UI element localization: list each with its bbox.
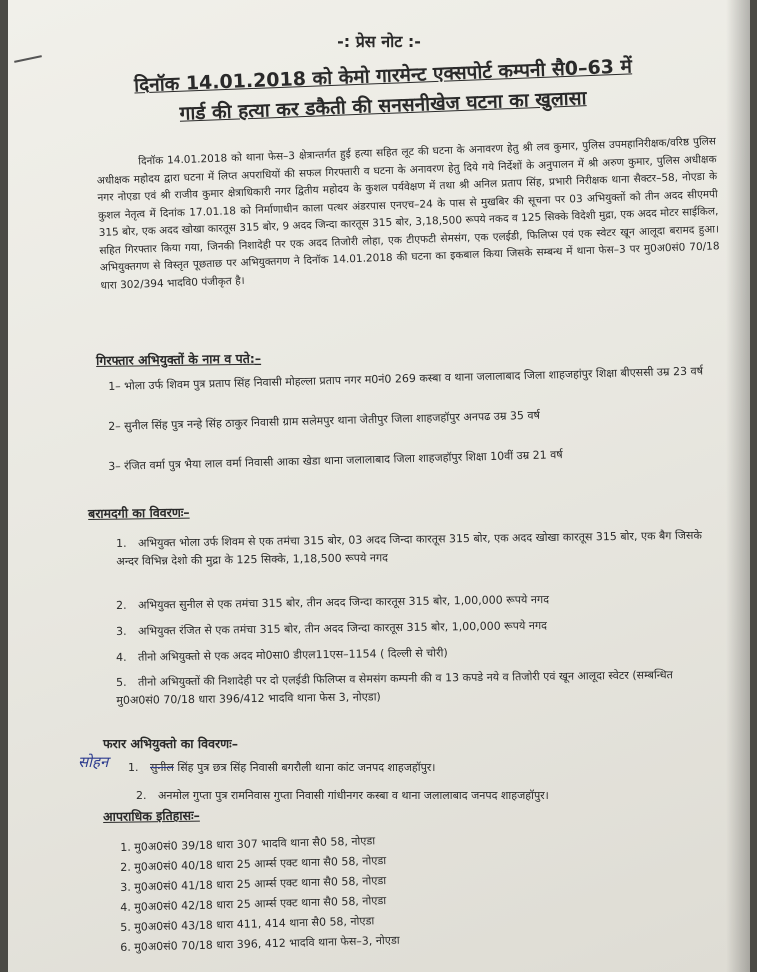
arrested-item: 1– भोला उर्फ शिवम पुत्र प्रताप सिंह निवासी मोहल्ला प्रताप नगर म0नं0 269 कस्बा व थाना जलालाबाद जिला शाहजहांपुर शिक्षा बीएससी उम्र 23 वर्ष bbox=[108, 364, 704, 393]
absconding-item: 1. सुनील सिंह पुत्र छत्र सिंह निवासी बगरौली थाना कांट जनपद शाहजहॉपुर। bbox=[128, 761, 436, 774]
pen-mark bbox=[14, 55, 42, 63]
arrested-item: 2– सुनील सिंह पुत्र नन्हे सिंह ठाकुर निवासी ग्राम सलेमपुर थाना जेतीपुर जिला शाहजहॉपुर अनपढ उम्र 35 वर्ष bbox=[108, 408, 541, 433]
absconding-heading: फरार अभियुक्तो का विवरणः– bbox=[103, 736, 238, 751]
history-item: 3. मु0अ0सं0 41/18 धारा 25 आर्म्स एक्ट थाना सै0 58, नोएडा bbox=[120, 874, 387, 894]
criminal-history-heading: आपराधिक इतिहासः– bbox=[103, 807, 200, 824]
headline-line-2: गार्ड की हत्या कर डकैती की सनसनीखेज घटना का खुलासा bbox=[179, 87, 587, 125]
history-item: 4. मु0अ0सं0 42/18 धारा 25 आर्म्स एक्ट थाना सै0 58, नोएडा bbox=[120, 894, 387, 914]
press-note-header: -: प्रेस नोट :- bbox=[337, 32, 421, 51]
recovery-item: 2. अभियुक्त सुनील से एक तमंचा 315 बोर, तीन अदद जिन्दा कारतूस 315 बोर, 1,00,000 रूपये नगद bbox=[116, 592, 550, 612]
arrested-heading: गिरफ्तार अभियुक्तों के नाम व पते:– bbox=[96, 350, 262, 368]
history-item: 5. मु0अ0सं0 43/18 धारा 411, 414 थाना सै0 58, नोएडा bbox=[120, 914, 375, 934]
history-item: 1. मु0अ0सं0 39/18 धारा 307 भादवि थाना सै0 58, नोएडा bbox=[120, 834, 376, 854]
arrested-item: 3– रंजित वर्मा पुत्र भैया लाल वर्मा निवासी आका खेडा थाना जलालाबाद जिला शाहजहॉपुर शिक्षा 10वीं उम्र 21 वर्ष bbox=[108, 448, 563, 473]
recovery-item: 1. अभियुक्त भोला उर्फ शिवम से एक तमंचा 315 बोर, 03 अदद जिन्दा कारतूस 315 बोर, एक अदद खोखा कारतूस 315 बोर, एक बैग जिसके अन्दर विभिन्न देशो की मुद्रा के 125 सिक्के, 1,18,500 रूपये नगद bbox=[116, 528, 702, 568]
headline-line-1: दिनॉक 14.01.2018 को केमो गारमेन्ट एक्सपोर्ट कम्पनी सै0–63 में bbox=[133, 55, 633, 97]
handwritten-correction: सोहन bbox=[78, 753, 109, 771]
body-paragraph: दिनॉक 14.01.2018 को थाना फेस–3 क्षेत्रान्तर्गत हुई हत्या सहित लूट की घटना के अनावरण हेतु श्री लव कुमार, पुलिस उपमहानिरीक्षक/वरिष्ठ पुलिस अधीक्षक महोदय द्वारा घटना में लिप्त अपराधियों की सफल गिरफ्तारी व घटना के अनावरण हेतु दिये गये निर्देशों के अनुपालन में श्री अरुण कुमार, पुलिस अधीक्षक नगर नोएडा एवं श्री राजीव कुमार क्षेत्राधिकारी नगर द्वितीय महोदय के कुशल पर्यवेक्षण में तथा श्री अनिल प्रताप सिंह, प्रभारी निरीक्षक थाना सैक्टर–58, नोएडा के कुशल नेतृत्व में दिनांक 17.01.18 को निर्माणाधीन काला पत्थर अंडरपास एनएच–24 के पास से मुखबिर की सूचना पर 03 अभियुक्तों को तीन अदद सीएमपी 315 बोर, एक अदद खोखा कारतूस 315 बोर, 9 अदद जिन्दा कारतूस 315 बोर, 3,18,500 रूपये नकद व 125 सिक्के विदेशी मुद्रा, एक अदद मोटर साईकिल, सहित गिरफ्तार किया गया, जिनकी निशादेही पर एक अदद तिजोरी लोहा, एक टीएफटी सेमसंग, एक एलईडी, फिलिप्स एवं एक स्वेटर खून आलूदा बरामद हुआ। अभियुक्तगण से विस्तृत पूछताछ पर अभियुक्तगण ने दिनॉक 14.01.2018 की घटना का इकबाल किया जिसके सम्बन्ध में थाना फेस–3 पर मु0अ0सं0 70/18 धारा 302/394 भादवि0 पंजीकृत है। bbox=[96, 135, 720, 292]
absconding-item: 2. अनमोल गुप्ता पुत्र रामनिवास गुप्ता निवासी गांधीनगर कस्बा व थाना जलालाबाद जनपद शाहजहॉपुर। bbox=[136, 789, 549, 802]
recovery-item: 5. तीनो अभियुक्तों की निशादेही पर दो एलईडी फिलिप्स व सेमसंग कम्पनी की व 13 कपडे नये व तिजोरी एवं खून आलूदा स्वेटर (सम्बन्धित मु0अ0सं0 70/18 धारा 396/412 भादवि थाना फेस 3, नोएडा) bbox=[116, 668, 673, 707]
press-note-page bbox=[8, 0, 750, 972]
recovery-heading: बरामदगी का विवरणः– bbox=[88, 504, 190, 521]
recovery-item: 4. तीनो अभियुक्तो से एक अदद मो0सा0 डीएल11एस–1154 ( दिल्ली से चोरी) bbox=[116, 646, 448, 664]
recovery-item: 3. अभियुक्त रंजित से एक तमंचा 315 बोर, तीन अदद जिन्दा कारतूस 315 बोर, 1,00,000 रूपये नगद bbox=[116, 618, 548, 638]
history-item: 2. मु0अ0सं0 40/18 धारा 25 आर्म्स एक्ट थाना सै0 58, नोएडा bbox=[120, 854, 387, 874]
history-item: 6. मु0अ0सं0 70/18 धारा 396, 412 भादवि थाना फेस–3, नोएडा bbox=[120, 933, 400, 954]
page-edge-shadow bbox=[726, 0, 750, 972]
